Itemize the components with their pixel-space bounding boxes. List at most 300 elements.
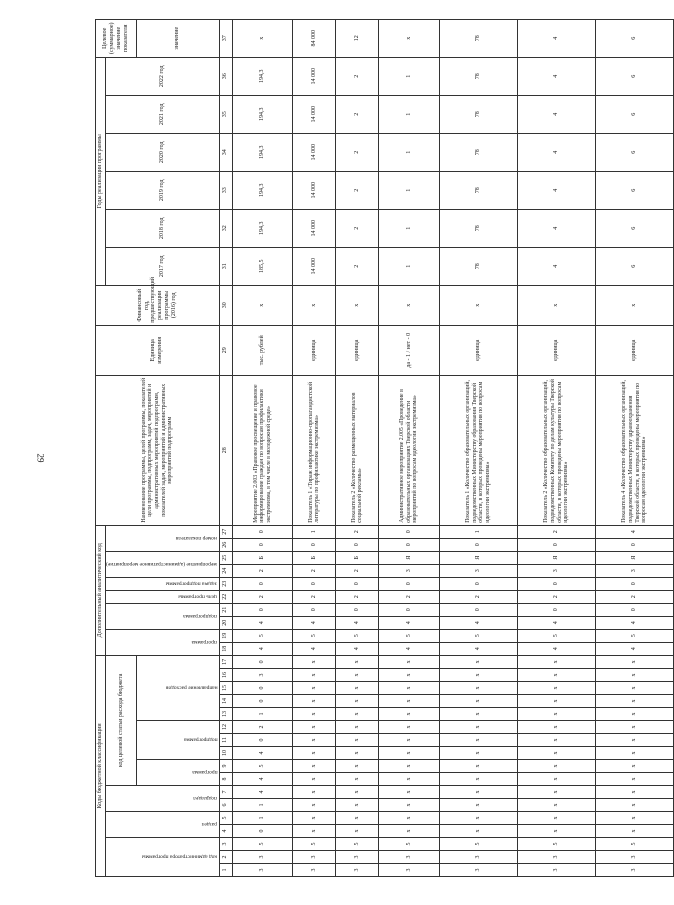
code-digit: х: [293, 760, 336, 773]
code-digit: 5: [232, 838, 293, 851]
code-digit: 0: [517, 577, 595, 590]
code-digit: 0: [439, 577, 517, 590]
row-target: х: [379, 19, 440, 57]
code-digit: 3: [439, 864, 517, 877]
column-number: 3: [219, 838, 232, 851]
row-fin-year: х: [293, 285, 336, 325]
row-name: Мероприятие 2.003 «Правовое просвещение и правовое информирование граждан по вопросам профилактики экстремизма, в том числе в молодежной среде»: [232, 375, 293, 525]
column-number: 36: [219, 57, 232, 95]
code-digit: х: [517, 669, 595, 682]
code-digit: х: [379, 734, 440, 747]
row-year-value: 14 000: [293, 171, 336, 209]
code-digit: х: [379, 747, 440, 760]
code-digit: 1: [232, 812, 293, 825]
column-number: 7: [219, 786, 232, 799]
column-number: 22: [219, 590, 232, 603]
code-digit: 2: [232, 721, 293, 734]
row-year-value: 14 000: [293, 209, 336, 247]
code-digit: х: [517, 812, 595, 825]
column-number: 6: [219, 799, 232, 812]
code-digit: 2: [336, 590, 379, 603]
code-digit: х: [336, 825, 379, 838]
header-fin-year: Финансовый год, предшествующий реализации программы (2016) год: [96, 285, 220, 325]
code-digit: 5: [232, 760, 293, 773]
column-number: 14: [219, 695, 232, 708]
row-name: Административное мероприятие 2.005 «Проведение в образовательных организациях Тверской области мероприятий по вопросам идеологии экстремизма»: [379, 375, 440, 525]
code-digit: х: [439, 747, 517, 760]
row-fin-year: х: [379, 285, 440, 325]
code-digit: х: [336, 695, 379, 708]
code-digit: х: [379, 708, 440, 721]
column-number: 37: [219, 19, 232, 57]
row-unit: единица: [596, 325, 674, 375]
code-digit: х: [596, 773, 674, 786]
table-row: [293, 19, 336, 876]
row-unit: да - 1 / нет - 0: [379, 325, 440, 375]
row-year-value: 6: [596, 95, 674, 133]
code-digit: х: [439, 825, 517, 838]
row-fin-year: х: [596, 285, 674, 325]
row-fin-year: х: [232, 285, 293, 325]
row-year-value: 4: [517, 171, 595, 209]
code-digit: 2: [232, 590, 293, 603]
code-digit: 2: [517, 590, 595, 603]
code-digit: 5: [293, 838, 336, 851]
code-digit: 2: [517, 525, 595, 538]
code-digit: х: [596, 760, 674, 773]
code-digit: 5: [232, 629, 293, 642]
column-number: 17: [219, 655, 232, 668]
code-digit: 3: [379, 864, 440, 877]
column-number: 8: [219, 773, 232, 786]
row-year-value: 194,3: [232, 95, 293, 133]
row-year-value: 2: [336, 95, 379, 133]
row-name: Показатель 4 «Количество образовательных организаций, подведомственных Министерству здравоохранения Тверской области, в которых проведены мероприятия по вопросам идеологии экстремизма»: [596, 375, 674, 525]
row-target: 78: [439, 19, 517, 57]
code-digit: х: [379, 655, 440, 668]
header-year-2021: 2021 год: [105, 95, 219, 133]
code-digit: 0: [596, 603, 674, 616]
code-digit: х: [596, 734, 674, 747]
header-dop-event: мероприятие (административное мероприятие): [105, 551, 219, 577]
header-razdel: раздел: [105, 812, 219, 838]
code-digit: 3: [379, 851, 440, 864]
code-digit: 3: [379, 564, 440, 577]
table-row: [517, 19, 595, 876]
code-digit: х: [336, 812, 379, 825]
code-digit: х: [293, 721, 336, 734]
column-number-row: [219, 19, 232, 876]
code-digit: 0: [596, 577, 674, 590]
table-row: [232, 19, 293, 876]
header-years: Годы реализации программы: [96, 57, 106, 285]
row-year-value: 2: [336, 247, 379, 285]
code-digit: х: [439, 799, 517, 812]
code-digit: 3: [439, 851, 517, 864]
code-digit: х: [517, 682, 595, 695]
code-digit: 0: [379, 525, 440, 538]
row-year-value: 1: [379, 95, 440, 133]
code-digit: х: [596, 655, 674, 668]
code-digit: х: [336, 655, 379, 668]
column-number: 12: [219, 721, 232, 734]
code-digit: х: [439, 734, 517, 747]
column-number: 1: [219, 864, 232, 877]
column-number: 35: [219, 95, 232, 133]
table-row: [596, 19, 674, 876]
row-year-value: 1: [379, 133, 440, 171]
code-digit: х: [379, 812, 440, 825]
header-year-2018: 2018 год: [105, 209, 219, 247]
column-number: 21: [219, 603, 232, 616]
code-digit: х: [439, 695, 517, 708]
row-fin-year: х: [439, 285, 517, 325]
code-digit: х: [596, 721, 674, 734]
code-digit: 2: [232, 564, 293, 577]
row-unit: единица: [439, 325, 517, 375]
code-digit: 0: [336, 577, 379, 590]
row-target: 4: [517, 19, 595, 57]
row-year-value: 78: [439, 209, 517, 247]
code-digit: х: [336, 734, 379, 747]
row-year-value: 4: [517, 247, 595, 285]
column-number: 27: [219, 525, 232, 538]
code-digit: х: [517, 773, 595, 786]
row-year-value: 14 000: [293, 133, 336, 171]
code-digit: х: [336, 747, 379, 760]
code-digit: х: [336, 799, 379, 812]
code-digit: 4: [232, 786, 293, 799]
code-digit: х: [439, 812, 517, 825]
code-digit: х: [596, 747, 674, 760]
code-digit: х: [379, 799, 440, 812]
code-digit: 3: [596, 851, 674, 864]
code-digit: 5: [379, 838, 440, 851]
row-year-value: 4: [517, 57, 595, 95]
code-digit: 4: [379, 616, 440, 629]
column-number: 24: [219, 564, 232, 577]
header-year-2020: 2020 год: [105, 133, 219, 171]
row-year-value: 78: [439, 247, 517, 285]
code-digit: х: [517, 799, 595, 812]
code-digit: 4: [232, 616, 293, 629]
column-number: 19: [219, 629, 232, 642]
row-unit: единица: [336, 325, 379, 375]
code-digit: х: [293, 669, 336, 682]
code-digit: 4: [232, 773, 293, 786]
code-digit: 0: [232, 734, 293, 747]
code-digit: 3: [439, 564, 517, 577]
header-year-2022: 2022 год: [105, 57, 219, 95]
code-digit: х: [336, 682, 379, 695]
code-digit: 2: [439, 590, 517, 603]
code-digit: 4: [232, 747, 293, 760]
row-year-value: 4: [517, 95, 595, 133]
row-year-value: 78: [439, 95, 517, 133]
column-number: 13: [219, 708, 232, 721]
row-year-value: 2: [336, 209, 379, 247]
code-digit: 3: [517, 564, 595, 577]
code-digit: 1: [232, 799, 293, 812]
code-digit: 0: [232, 603, 293, 616]
code-digit: 5: [336, 838, 379, 851]
code-digit: 0: [379, 538, 440, 551]
code-digit: 2: [293, 590, 336, 603]
code-digit: х: [293, 799, 336, 812]
code-digit: х: [439, 655, 517, 668]
code-digit: х: [293, 747, 336, 760]
column-number: 30: [219, 285, 232, 325]
code-digit: 4: [379, 642, 440, 655]
code-digit: 2: [596, 590, 674, 603]
code-digit: 4: [596, 525, 674, 538]
code-digit: 0: [232, 825, 293, 838]
row-year-value: 194,3: [232, 209, 293, 247]
code-digit: х: [439, 682, 517, 695]
code-digit: 0: [596, 538, 674, 551]
header-kcsr: код целевой статьи расхода бюджета: [105, 655, 136, 785]
code-digit: х: [439, 721, 517, 734]
code-digit: 0: [232, 682, 293, 695]
code-digit: 4: [439, 642, 517, 655]
code-digit: 3: [293, 864, 336, 877]
code-digit: 3: [232, 669, 293, 682]
code-digit: х: [379, 825, 440, 838]
code-digit: х: [439, 773, 517, 786]
code-digit: х: [517, 708, 595, 721]
code-digit: 0: [232, 655, 293, 668]
code-digit: 0: [379, 603, 440, 616]
header-admin-code: код администратора программы: [105, 838, 219, 877]
code-digit: 4: [336, 616, 379, 629]
column-number: 18: [219, 642, 232, 655]
code-digit: х: [293, 708, 336, 721]
code-digit: 2: [336, 564, 379, 577]
row-name: Показатель 1 «Тираж информационно-пропагандистской литературы по профилактике экстремизма»: [293, 375, 336, 525]
code-digit: 4: [336, 642, 379, 655]
code-digit: 4: [293, 642, 336, 655]
header-name: Наименование программы, целей программы, показателей цели программы, подпрограмм, задач, мероприятий и административных мероприятий подпрограмм, показателей задач, мероприятий и административных мероприятий подпрограмм: [96, 375, 220, 525]
header-dop-task: задача подпрограммы: [105, 577, 219, 590]
row-target: 12: [336, 19, 379, 57]
code-digit: 3: [336, 851, 379, 864]
table-row: [439, 19, 517, 876]
row-name: Показатель 2 «Количество размещенных материалов социальной рекламы»: [336, 375, 379, 525]
header-dop-indicator: номер показателя: [105, 525, 219, 551]
code-digit: х: [517, 721, 595, 734]
code-digit: 4: [517, 642, 595, 655]
code-digit: 4: [596, 616, 674, 629]
header-kcsr-programma: программа: [137, 760, 220, 786]
column-number: 9: [219, 760, 232, 773]
row-year-value: 1: [379, 247, 440, 285]
code-digit: 5: [596, 838, 674, 851]
code-digit: х: [517, 760, 595, 773]
code-digit: 4: [232, 642, 293, 655]
header-kcsr-podprogramma: подпрограмма: [137, 721, 220, 760]
row-year-value: 78: [439, 57, 517, 95]
code-digit: 5: [596, 629, 674, 642]
code-digit: х: [596, 682, 674, 695]
header-dop-podprogramma: подпрограмма: [105, 603, 219, 629]
code-digit: Б: [336, 551, 379, 564]
code-digit: Я: [439, 551, 517, 564]
document-page: [95, 22, 648, 877]
column-number: 20: [219, 616, 232, 629]
code-digit: х: [596, 708, 674, 721]
column-number: 2: [219, 851, 232, 864]
header-kcsr-direction: направление расходов: [137, 655, 220, 720]
code-digit: х: [517, 825, 595, 838]
row-unit: тыс. рублей: [232, 325, 293, 375]
code-digit: 3: [336, 864, 379, 877]
code-digit: х: [379, 669, 440, 682]
code-digit: х: [517, 695, 595, 708]
code-digit: 3: [517, 851, 595, 864]
header-value: значение: [137, 19, 220, 57]
row-year-value: 1: [379, 57, 440, 95]
code-digit: х: [439, 786, 517, 799]
row-year-value: 6: [596, 133, 674, 171]
code-digit: 4: [293, 616, 336, 629]
table-body: [232, 19, 674, 876]
row-year-value: 194,3: [232, 171, 293, 209]
code-digit: 3: [596, 864, 674, 877]
table-row: [379, 19, 440, 876]
code-digit: 0: [336, 603, 379, 616]
code-digit: 0: [293, 577, 336, 590]
code-digit: 3: [232, 851, 293, 864]
code-digit: 0: [379, 577, 440, 590]
header-dop-code: Дополнительный аналитический код: [96, 525, 106, 655]
code-digit: Б: [232, 551, 293, 564]
code-digit: Я: [379, 551, 440, 564]
column-number: 28: [219, 375, 232, 525]
code-digit: 3: [293, 851, 336, 864]
code-digit: х: [379, 786, 440, 799]
code-digit: 0: [232, 538, 293, 551]
row-fin-year: х: [336, 285, 379, 325]
row-year-value: 1: [379, 171, 440, 209]
code-digit: 0: [336, 538, 379, 551]
code-digit: 0: [232, 577, 293, 590]
code-digit: 5: [336, 629, 379, 642]
code-digit: х: [293, 682, 336, 695]
code-digit: 2: [336, 525, 379, 538]
column-number: 31: [219, 247, 232, 285]
row-year-value: 78: [439, 133, 517, 171]
column-number: 16: [219, 669, 232, 682]
row-unit: единица: [517, 325, 595, 375]
code-digit: 0: [439, 603, 517, 616]
row-year-value: 6: [596, 171, 674, 209]
code-digit: х: [379, 760, 440, 773]
row-year-value: 14 000: [293, 95, 336, 133]
code-digit: 4: [596, 642, 674, 655]
code-digit: х: [336, 760, 379, 773]
row-fin-year: х: [517, 285, 595, 325]
row-year-value: 4: [517, 209, 595, 247]
column-number: 33: [219, 171, 232, 209]
row-year-value: 6: [596, 209, 674, 247]
code-digit: 0: [232, 695, 293, 708]
header-year-2017: 2017 год: [105, 247, 219, 285]
code-digit: х: [517, 734, 595, 747]
column-number: 23: [219, 577, 232, 590]
header-unit: Единица измерения: [96, 325, 220, 375]
column-number: 11: [219, 734, 232, 747]
program-table: [95, 19, 674, 877]
header-codes: Коды бюджетной классификации: [96, 655, 106, 876]
row-year-value: 14 000: [293, 247, 336, 285]
code-digit: х: [439, 669, 517, 682]
code-digit: 2: [379, 590, 440, 603]
code-digit: 0: [293, 603, 336, 616]
table-row: [336, 19, 379, 876]
code-digit: х: [379, 682, 440, 695]
header-year-2019: 2019 год: [105, 171, 219, 209]
code-digit: 5: [379, 629, 440, 642]
row-year-value: 1: [379, 209, 440, 247]
code-digit: 4: [517, 616, 595, 629]
code-digit: х: [336, 708, 379, 721]
code-digit: 3: [232, 864, 293, 877]
code-digit: х: [293, 695, 336, 708]
row-year-value: 4: [517, 133, 595, 171]
code-digit: х: [336, 773, 379, 786]
column-number: 32: [219, 209, 232, 247]
code-digit: 3: [517, 864, 595, 877]
code-digit: 5: [517, 838, 595, 851]
code-digit: 4: [439, 616, 517, 629]
column-number: 5: [219, 812, 232, 825]
row-year-value: 185,5: [232, 247, 293, 285]
code-digit: х: [596, 695, 674, 708]
code-digit: 1: [439, 525, 517, 538]
code-digit: х: [596, 786, 674, 799]
code-digit: х: [439, 708, 517, 721]
code-digit: х: [293, 786, 336, 799]
row-year-value: 194,3: [232, 133, 293, 171]
column-number: 15: [219, 682, 232, 695]
code-digit: 1: [232, 708, 293, 721]
code-digit: х: [336, 721, 379, 734]
header-podrazdel: подраздел: [105, 786, 219, 812]
code-digit: 0: [439, 538, 517, 551]
code-digit: 0: [517, 538, 595, 551]
code-digit: х: [379, 773, 440, 786]
code-digit: 3: [596, 564, 674, 577]
code-digit: х: [517, 747, 595, 760]
rotated-table-container: [95, 22, 648, 877]
row-year-value: 6: [596, 57, 674, 95]
code-digit: х: [517, 786, 595, 799]
code-digit: 2: [293, 564, 336, 577]
column-number: 10: [219, 747, 232, 760]
row-name: Показатель 1 «Количество образовательных организаций, подведомственных Министерству образования Тверской области, в которых проведены мероприятия по вопросам идеологии экстремизма»: [439, 375, 517, 525]
code-digit: х: [379, 695, 440, 708]
code-digit: х: [596, 669, 674, 682]
code-digit: Я: [517, 551, 595, 564]
code-digit: 5: [517, 629, 595, 642]
code-digit: 0: [232, 525, 293, 538]
row-year-value: 194,3: [232, 57, 293, 95]
column-number: 4: [219, 825, 232, 838]
row-target: х: [232, 19, 293, 57]
row-name: Показатель 2 «Количество образовательных организаций, подведомственных Комитету по делам культуры Тверской области, в которых проведены мероприятия по вопросам идеологии экстремизма»: [517, 375, 595, 525]
code-digit: х: [293, 773, 336, 786]
code-digit: 5: [439, 629, 517, 642]
